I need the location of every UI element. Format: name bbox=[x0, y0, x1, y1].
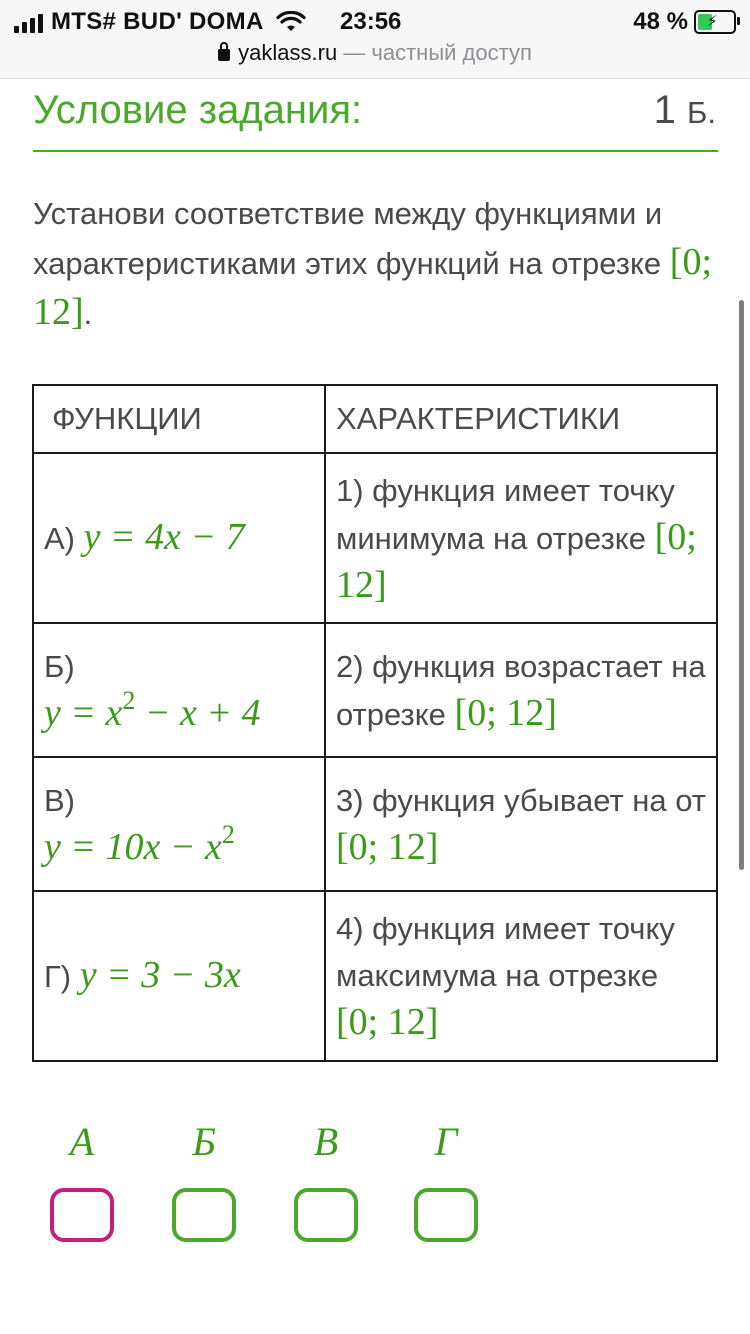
question-end: . bbox=[83, 296, 93, 331]
characteristic-text: 2) функция возрастает на отрезке bbox=[336, 648, 706, 732]
lock-icon bbox=[218, 49, 230, 61]
characteristic-text: 3) функция убывает на от bbox=[336, 782, 706, 818]
table-row bbox=[33, 623, 717, 757]
domain-text: yaklass.ru bbox=[238, 40, 338, 65]
characteristic-text: 1) функция имеет точку минимума на отрезке bbox=[336, 472, 675, 556]
answer-input-v[interactable] bbox=[294, 1188, 358, 1242]
function-label: Г) bbox=[44, 959, 72, 994]
characteristic-text: 4) функция имеет точку максимума на отрезке bbox=[336, 911, 675, 993]
question-text bbox=[33, 190, 713, 338]
answer-a bbox=[50, 1118, 114, 1165]
answer-input-b[interactable] bbox=[172, 1188, 236, 1242]
function-label: Б) bbox=[44, 648, 75, 684]
header-functions-cell bbox=[33, 385, 325, 453]
table-row bbox=[33, 757, 717, 891]
answer-input-a[interactable] bbox=[50, 1188, 114, 1242]
function-formula: y = 3 − 3x bbox=[79, 954, 241, 996]
answer-label-g: Г bbox=[434, 1119, 458, 1164]
characteristic-interval: [0; 12] bbox=[336, 825, 439, 868]
status-bar bbox=[0, 0, 750, 79]
clock: 23:56 bbox=[340, 8, 402, 35]
domain-suffix: — частный доступ bbox=[337, 40, 532, 65]
header-characteristics-cell bbox=[325, 385, 717, 453]
function-cell-b bbox=[33, 623, 325, 757]
answer-b bbox=[172, 1118, 236, 1165]
task-header bbox=[33, 84, 718, 152]
question-body: Установи соответствие между функциями и характеристиками этих функций на отрезке bbox=[33, 196, 670, 281]
points-value: 1 bbox=[653, 88, 676, 132]
characteristic-interval: [0; 12] bbox=[454, 691, 557, 734]
task-title: Условие задания: bbox=[33, 88, 363, 132]
signal-icon bbox=[14, 11, 43, 33]
status-right bbox=[633, 8, 736, 36]
table-row bbox=[33, 453, 717, 623]
characteristic-interval: [0; 12] bbox=[336, 515, 697, 606]
question-interval: [0; 12] bbox=[33, 241, 713, 333]
answer-label-b: Б bbox=[192, 1119, 216, 1164]
function-formula: y = 4x − 7 bbox=[83, 516, 245, 558]
task-points bbox=[654, 88, 716, 133]
function-label: А) bbox=[44, 521, 75, 556]
function-cell-a bbox=[33, 453, 325, 623]
header-characteristics: ХАРАКТЕРИСТИКИ bbox=[336, 401, 621, 436]
answer-label-v: В bbox=[313, 1119, 339, 1164]
answer-g bbox=[414, 1118, 478, 1165]
answer-v bbox=[294, 1118, 358, 1165]
status-left bbox=[14, 8, 306, 36]
function-label: В) bbox=[44, 782, 75, 818]
characteristic-cell-3 bbox=[325, 757, 717, 891]
scrollbar[interactable] bbox=[739, 300, 744, 870]
header-functions: ФУНКЦИИ bbox=[52, 401, 202, 436]
function-formula: $y = x^2 - x + 4$ bbox=[44, 685, 261, 734]
answer-section bbox=[0, 1118, 750, 1258]
characteristic-interval: [0; 12] bbox=[336, 1001, 439, 1043]
address-bar[interactable] bbox=[0, 40, 750, 66]
wifi-icon bbox=[276, 11, 306, 33]
answer-label-a: А bbox=[69, 1119, 95, 1164]
characteristic-cell-1 bbox=[325, 453, 717, 623]
function-cell-v bbox=[33, 757, 325, 891]
answer-input-g[interactable] bbox=[414, 1188, 478, 1242]
carrier-name: MTS# BUD' DOMA bbox=[51, 8, 264, 35]
table-row bbox=[33, 891, 717, 1061]
table-header-row bbox=[33, 385, 717, 453]
function-cell-g bbox=[33, 891, 325, 1061]
points-unit: Б. bbox=[687, 95, 716, 130]
matching-table bbox=[32, 384, 718, 1062]
characteristic-cell-2 bbox=[325, 623, 717, 757]
battery-icon bbox=[694, 10, 736, 34]
characteristic-cell-4 bbox=[325, 891, 717, 1061]
charging-bolt-icon: ⚡ bbox=[707, 13, 718, 30]
battery-percentage: 48 % bbox=[633, 8, 688, 35]
function-formula: $y = 10x - x^2$ bbox=[44, 819, 235, 868]
